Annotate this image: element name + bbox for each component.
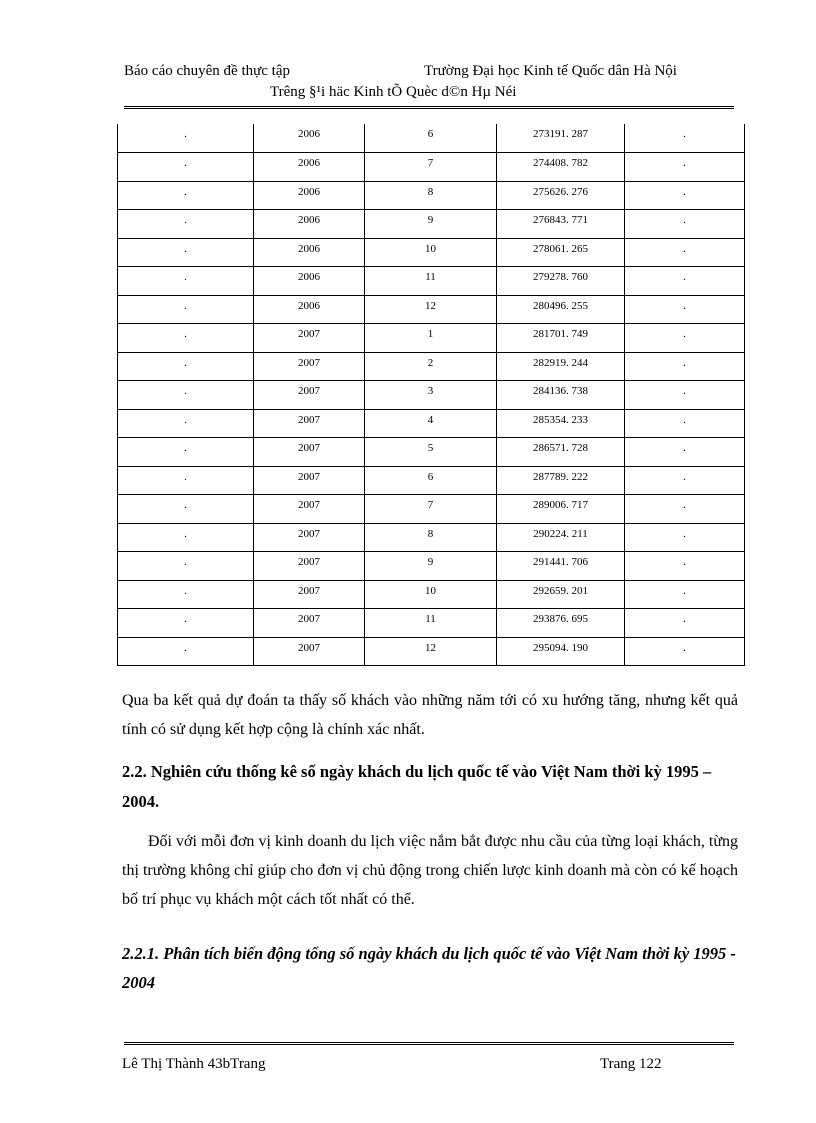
- table-cell-col-forecast: 275626. 276: [497, 181, 625, 210]
- table-cell-col-month: 7: [365, 153, 497, 182]
- table-cell-col-month: 6: [365, 124, 497, 153]
- table-cell-col-year: 2007: [254, 637, 365, 666]
- table-cell-col-year: 2006: [254, 238, 365, 267]
- table-cell-col-index: .: [118, 552, 254, 581]
- table-cell-col-month: 1: [365, 324, 497, 353]
- subsection-heading-2-2-1: 2.2.1. Phân tích biến động tổng số ngày khách du lịch quốc tế vào Việt Nam thời kỳ 1995 - 2004: [122, 944, 736, 992]
- table-cell-col-index: .: [118, 381, 254, 410]
- table-row: [118, 409, 745, 438]
- table-cell-col-extra: .: [625, 438, 745, 467]
- table-cell-col-month: 9: [365, 210, 497, 239]
- table-cell-col-month: 8: [365, 181, 497, 210]
- table-cell-col-forecast: 292659. 201: [497, 580, 625, 609]
- table-row: [118, 238, 745, 267]
- footer-author: Lê Thị Thành 43bTrang: [122, 1056, 266, 1072]
- table-cell-col-forecast: 273191. 287: [497, 124, 625, 153]
- table-cell-col-year: 2007: [254, 466, 365, 495]
- table-cell-col-forecast: 279278. 760: [497, 267, 625, 296]
- footer-page-number: Trang 122: [600, 1056, 662, 1072]
- table-cell-col-extra: .: [625, 324, 745, 353]
- table-cell-col-extra: .: [625, 466, 745, 495]
- table-cell-col-forecast: 284136. 738: [497, 381, 625, 410]
- table-cell-col-month: 11: [365, 267, 497, 296]
- table-cell-col-forecast: 286571. 728: [497, 438, 625, 467]
- table-cell-col-month: 10: [365, 580, 497, 609]
- header-sub: Trêng §¹i häc Kinh tÕ Quèc d©n Hµ Néi: [270, 84, 517, 100]
- table-cell-col-year: 2007: [254, 495, 365, 524]
- table-cell-col-year: 2006: [254, 153, 365, 182]
- section-heading-2-2: 2.2. Nghiên cứu thống kê số ngày khách du lịch quốc tế vào Việt Nam thời kỳ 1995 – 2004.: [122, 762, 712, 811]
- table-cell-col-forecast: 293876. 695: [497, 609, 625, 638]
- table-cell-col-extra: .: [625, 352, 745, 381]
- table-cell-col-year: 2007: [254, 523, 365, 552]
- table-row: [118, 495, 745, 524]
- table-cell-col-extra: .: [625, 295, 745, 324]
- table-cell-col-year: 2007: [254, 552, 365, 581]
- table-cell-col-year: 2006: [254, 124, 365, 153]
- table-cell-col-extra: .: [625, 409, 745, 438]
- table-cell-col-extra: .: [625, 238, 745, 267]
- table-row: [118, 210, 745, 239]
- table-cell-col-extra: .: [625, 580, 745, 609]
- table-cell-col-year: 2007: [254, 409, 365, 438]
- table-cell-col-year: 2007: [254, 352, 365, 381]
- table-cell-col-index: .: [118, 210, 254, 239]
- table-cell-col-extra: .: [625, 381, 745, 410]
- table-cell-col-year: 2007: [254, 580, 365, 609]
- table-row: [118, 580, 745, 609]
- table-cell-col-year: 2006: [254, 267, 365, 296]
- table-cell-col-index: .: [118, 438, 254, 467]
- table-cell-col-forecast: 278061. 265: [497, 238, 625, 267]
- intro-paragraph: Đối với mỗi đơn vị kinh doanh du lịch việc nắm bắt được nhu cầu của từng loại khách, từng thị trường không chỉ giúp cho đơn vị chủ động trong chiến lược kinh doanh mà còn có kế hoạch bố trí phục vụ khách một cách tốt nhất có thể.: [122, 833, 738, 908]
- table-cell-col-extra: .: [625, 210, 745, 239]
- table-cell-col-month: 5: [365, 438, 497, 467]
- table-cell-col-forecast: 276843. 771: [497, 210, 625, 239]
- table-cell-col-index: .: [118, 495, 254, 524]
- table-cell-col-index: .: [118, 324, 254, 353]
- table-cell-col-year: 2007: [254, 381, 365, 410]
- table-row: [118, 523, 745, 552]
- table-cell-col-year: 2007: [254, 438, 365, 467]
- table-cell-col-index: .: [118, 153, 254, 182]
- table-row: [118, 466, 745, 495]
- table-cell-col-index: .: [118, 124, 254, 153]
- conclusion-paragraph: Qua ba kết quả dự đoán ta thấy số khách vào những năm tới có xu hướng tăng, nhưng kết quả tính có sử dụng kết hợp cộng là chính xác nhất.: [122, 692, 738, 738]
- table-cell-col-forecast: 285354. 233: [497, 409, 625, 438]
- table-cell-col-index: .: [118, 580, 254, 609]
- table-cell-col-year: 2006: [254, 181, 365, 210]
- table-cell-col-month: 10: [365, 238, 497, 267]
- table-row: [118, 552, 745, 581]
- table-cell-col-index: .: [118, 637, 254, 666]
- table-cell-col-extra: .: [625, 181, 745, 210]
- table-cell-col-month: 8: [365, 523, 497, 552]
- table-cell-col-month: 2: [365, 352, 497, 381]
- table-row: [118, 381, 745, 410]
- table-row: [118, 181, 745, 210]
- table-cell-col-index: .: [118, 409, 254, 438]
- table-cell-col-extra: .: [625, 267, 745, 296]
- table-cell-col-extra: .: [625, 495, 745, 524]
- table-cell-col-forecast: 282919. 244: [497, 352, 625, 381]
- table-cell-col-index: .: [118, 295, 254, 324]
- table-cell-col-month: 4: [365, 409, 497, 438]
- table-cell-col-extra: .: [625, 552, 745, 581]
- table-cell-col-month: 7: [365, 495, 497, 524]
- table-row: [118, 352, 745, 381]
- table-row: [118, 124, 745, 153]
- table-row: [118, 438, 745, 467]
- table-cell-col-month: 6: [365, 466, 497, 495]
- table-cell-col-index: .: [118, 267, 254, 296]
- table-cell-col-forecast: 290224. 211: [497, 523, 625, 552]
- table-cell-col-extra: .: [625, 124, 745, 153]
- table-cell-col-extra: .: [625, 637, 745, 666]
- table-cell-col-index: .: [118, 609, 254, 638]
- table-cell-col-extra: .: [625, 609, 745, 638]
- table-cell-col-index: .: [118, 352, 254, 381]
- header-left: Báo cáo chuyên đề thực tập: [124, 63, 290, 79]
- table-cell-col-year: 2007: [254, 324, 365, 353]
- table-cell-col-month: 12: [365, 637, 497, 666]
- footer-rule: [124, 1042, 734, 1045]
- table-row: [118, 267, 745, 296]
- table-row: [118, 637, 745, 666]
- table-cell-col-extra: .: [625, 153, 745, 182]
- table-cell-col-year: 2006: [254, 210, 365, 239]
- table-row: [118, 153, 745, 182]
- table-cell-col-month: 12: [365, 295, 497, 324]
- table-cell-col-index: .: [118, 466, 254, 495]
- table-cell-col-month: 11: [365, 609, 497, 638]
- table-cell-col-forecast: 287789. 222: [497, 466, 625, 495]
- table-cell-col-forecast: 295094. 190: [497, 637, 625, 666]
- table-row: [118, 324, 745, 353]
- table-cell-col-month: 9: [365, 552, 497, 581]
- table-cell-col-month: 3: [365, 381, 497, 410]
- table-row: [118, 609, 745, 638]
- table-cell-col-year: 2007: [254, 609, 365, 638]
- table-cell-col-forecast: 281701. 749: [497, 324, 625, 353]
- table-cell-col-index: .: [118, 238, 254, 267]
- table-cell-col-year: 2006: [254, 295, 365, 324]
- table-cell-col-forecast: 274408. 782: [497, 153, 625, 182]
- table-cell-col-extra: .: [625, 523, 745, 552]
- header-rule: [124, 106, 734, 109]
- table-row: [118, 295, 745, 324]
- forecast-table: [117, 124, 745, 666]
- header-right: Trường Đại học Kinh tế Quốc dân Hà Nội: [424, 63, 677, 79]
- table-cell-col-forecast: 291441. 706: [497, 552, 625, 581]
- table-cell-col-index: .: [118, 181, 254, 210]
- table-cell-col-forecast: 289006. 717: [497, 495, 625, 524]
- table-cell-col-forecast: 280496. 255: [497, 295, 625, 324]
- table-cell-col-index: .: [118, 523, 254, 552]
